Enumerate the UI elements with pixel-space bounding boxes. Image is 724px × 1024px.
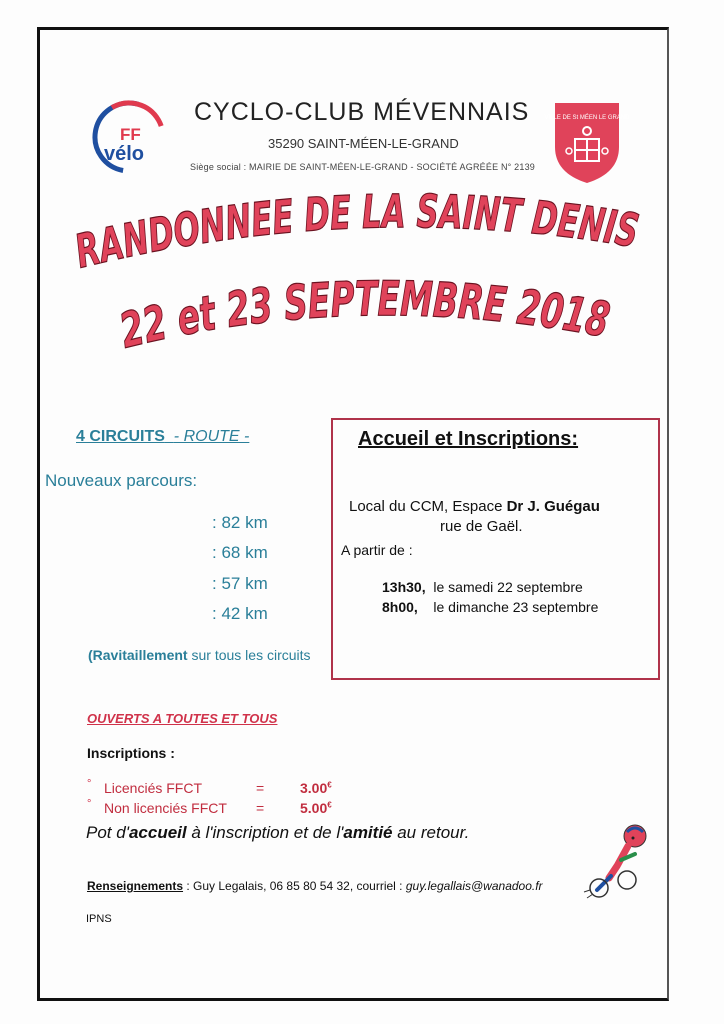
svg-text:VILLE DE St MÉEN LE GRAND: VILLE DE St MÉEN LE GRAND — [544, 115, 630, 121]
ravitaillement-note: (Ravitaillement sur tous les circuits — [88, 647, 311, 663]
title-line2: 22 et 23 SEPTEMBRE 2018 — [114, 271, 625, 360]
accueil-title: Accueil et Inscriptions: — [358, 428, 579, 450]
cyclist-icon — [583, 820, 655, 900]
club-seat: Siège social : MAIRIE DE SAINT-MÉEN-LE-GRAND - SOCIÉTÉ AGRÉÉE N° 2139 — [190, 162, 535, 172]
inscriptions-label: Inscriptions : — [87, 745, 175, 761]
bullet-icon: ° — [87, 798, 92, 810]
accueil-time-row: 13h30, le samedi 22 septembre — [382, 579, 583, 595]
accueil-time-row: 8h00, le dimanche 23 septembre — [382, 599, 599, 615]
event-title — [70, 188, 660, 378]
ipns-label: IPNS — [86, 913, 112, 925]
accueil-apartir: A partir de : — [341, 542, 413, 558]
tarif-label: Non licenciés FFCT — [104, 800, 227, 816]
bullet-icon: ° — [87, 778, 92, 790]
title-line1: RANDONNEE DE LA SAINT DENIS — [70, 188, 654, 279]
tarif-eq: = — [256, 780, 265, 796]
tarif-price: 3.00€ — [300, 780, 332, 796]
pot-accueil: Pot d'accueil à l'inscription et de l'amitié au retour. — [86, 823, 470, 842]
ouverts-banner: OUVERTS A TOUTES ET TOUS — [87, 711, 278, 726]
accueil-local: Local du CCM, Espace Dr J. Guégau — [349, 498, 600, 515]
nouveaux-parcours: Nouveaux parcours: — [45, 471, 198, 490]
svg-text:vélo: vélo — [104, 143, 145, 165]
distance-item: : 82 km — [212, 513, 268, 532]
circuits-heading: 4 CIRCUITS - ROUTE - — [76, 428, 250, 445]
distance-item: : 68 km — [212, 543, 268, 562]
club-address: 35290 SAINT-MÉEN-LE-GRAND — [268, 136, 459, 151]
distance-item: : 57 km — [212, 574, 268, 593]
contact-email[interactable]: guy.legallais@wanadoo.fr — [405, 879, 543, 893]
svg-text:FF: FF — [120, 125, 141, 144]
tarif-price: 5.00€ — [300, 800, 332, 816]
club-name: CYCLO-CLUB MÉVENNAIS — [194, 98, 530, 126]
town-crest — [544, 99, 630, 185]
svg-text:22 et 23 SEPTEMBRE 2018 — [114, 271, 625, 360]
accueil-street: rue de Gaël. — [440, 518, 523, 535]
tarif-label: Licenciés FFCT — [104, 780, 203, 796]
tarif-eq: = — [256, 800, 265, 816]
contact-line: Renseignements : Guy Legalais, 06 85 80 54 32, courriel : guy.legallais@wanadoo.fr — [87, 879, 543, 893]
ffvelo-logo — [90, 98, 168, 176]
distance-item: : 42 km — [212, 604, 268, 623]
svg-text:RANDONNEE DE LA SAINT DENIS — [70, 188, 654, 279]
